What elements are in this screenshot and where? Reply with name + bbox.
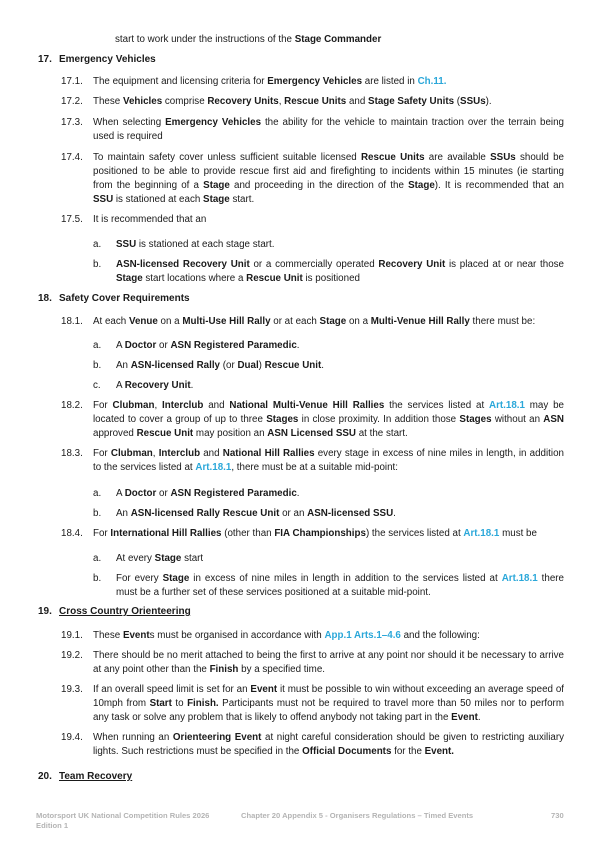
- section-20-title: Team Recovery: [59, 771, 133, 782]
- item-18-4-b-letter: b.: [93, 573, 102, 584]
- item-18-1-c-text: A Recovery Unit.: [116, 380, 194, 391]
- clause-19-1-text: These Events must be organised in accordance with App.1 Arts.1–4.6 and the following:: [93, 630, 480, 641]
- clause-18-2-line-2: located to cover a group of up to three Stages in close proximity. In addition those Stages without an ASN: [93, 414, 564, 425]
- item-17-5-b-line-1: ASN-licensed Recovery Unit or a commercially operated Recovery Unit is placed at or near those: [116, 259, 564, 270]
- cross-reference-link[interactable]: App.1 Arts.1–4.6: [324, 630, 401, 641]
- item-17-5-a-letter: a.: [93, 239, 102, 250]
- section-20-number: 20.: [38, 771, 52, 782]
- item-18-3-a-letter: a.: [93, 488, 102, 499]
- clause-19-4-line-1: When running an Orienteering Event at night careful consideration should be given to restricting auxiliary: [93, 732, 565, 743]
- item-18-1-c-letter: c.: [93, 380, 101, 391]
- clause-18-4-number: 18.4.: [61, 528, 83, 539]
- clause-18-1-number: 18.1.: [61, 316, 83, 327]
- item-18-4-b-line-2: must be a further set of these services positioned at a suitable mid-point.: [116, 587, 431, 598]
- clause-17-3-line-2: used is required: [93, 131, 163, 142]
- clause-19-2-line-2: at any point other than the Finish by a specified time.: [93, 664, 326, 675]
- footer-edition: Edition 1: [36, 821, 69, 830]
- cross-reference-link[interactable]: Art.18.1: [195, 462, 232, 473]
- clause-19-2-number: 19.2.: [61, 650, 83, 661]
- item-18-3-b-text: An ASN-licensed Rally Rescue Unit or an ASN-licensed SSU.: [116, 508, 396, 519]
- clause-19-4-number: 19.4.: [61, 732, 83, 743]
- clause-19-3-line-1: If an overall speed limit is set for an Event it must be possible to win without exceeding an average speed of: [93, 684, 564, 695]
- item-17-5-b-line-2: Stage start locations where a Rescue Unit is positioned: [116, 273, 360, 284]
- clause-19-1-number: 19.1.: [61, 630, 83, 641]
- section-17-title: Emergency Vehicles: [59, 54, 156, 65]
- clause-17-3-line-1: When selecting Emergency Vehicles the ability for the vehicle to maintain traction over the terrain being: [93, 117, 564, 128]
- clause-18-2-line-3: approved Rescue Unit may position an ASN Licensed SSU at the start.: [93, 428, 408, 439]
- clause-17-4-line-2: positioned to be able to provide rescue first aid and firefighting to incidents within 15 minutes (ie starting: [93, 166, 564, 177]
- clause-17-4-line-3: from the beginning of a Stage and proceeding in the direction of the Stage). It is recommended that an: [93, 180, 564, 191]
- clause-18-4-text: For International Hill Rallies (other than FIA Championships) the services listed at Art.18.1 must be: [93, 528, 537, 539]
- item-18-1-b-text: An ASN-licensed Rally (or Dual) Rescue Unit.: [116, 360, 325, 371]
- item-17-5-b-letter: b.: [93, 259, 102, 270]
- clause-18-2-line-1: For Clubman, Interclub and National Multi-Venue Hill Rallies the services listed at Art.18.1 may be: [93, 400, 565, 411]
- item-18-1-b-letter: b.: [93, 360, 102, 371]
- clause-17-4-line-4: SSU is stationed at each Stage start.: [93, 194, 255, 205]
- clause-19-3-line-3: any task or solve any problem that is likely to offend anybody not taking part in the Event.: [93, 712, 481, 723]
- cross-reference-link[interactable]: Art.18.1: [463, 528, 500, 539]
- item-18-3-a-text: A Doctor or ASN Registered Paramedic.: [116, 488, 300, 499]
- clause-18-3-line-2: to the services listed at Art.18.1, there must be at a suitable mid-point:: [93, 462, 398, 473]
- continuation-line: start to work under the instructions of the Stage Commander: [115, 34, 382, 45]
- clause-17-1-text: The equipment and licensing criteria for Emergency Vehicles are listed in Ch.11.: [93, 76, 447, 87]
- item-18-4-a-text: At every Stage start: [116, 553, 204, 564]
- clause-18-3-number: 18.3.: [61, 448, 83, 459]
- footer-page-number: 730: [551, 811, 564, 820]
- clause-17-2-number: 17.2.: [61, 96, 83, 107]
- section-18-title: Safety Cover Requirements: [59, 293, 190, 304]
- item-18-3-b-letter: b.: [93, 508, 102, 519]
- clause-19-3-line-2: 10mph from Start to Finish. Participants must not be required to travel more than 50 miles nor to perform: [93, 698, 564, 709]
- clause-19-4-line-2: lights. Such restrictions must be specified in the Official Documents for the Event.: [93, 746, 455, 757]
- section-19-number: 19.: [38, 606, 52, 617]
- clause-17-5-text: It is recommended that an: [93, 214, 207, 225]
- clause-17-4-number: 17.4.: [61, 152, 83, 163]
- clause-19-2-line-1: There should be no merit attached to being the first to arrive at any point nor should it be necessary to arrive: [93, 650, 564, 661]
- clause-19-3-number: 19.3.: [61, 684, 83, 695]
- clause-17-4-line-1: To maintain safety cover unless sufficient suitable licensed Rescue Units are available SSUs should be: [93, 152, 564, 163]
- section-19-title: Cross Country Orienteering: [59, 606, 191, 617]
- section-18-number: 18.: [38, 293, 52, 304]
- item-18-1-a-text: A Doctor or ASN Registered Paramedic.: [116, 340, 300, 351]
- clause-18-1-text: At each Venue on a Multi-Use Hill Rally or at each Stage on a Multi-Venue Hill Rally there must be:: [93, 316, 536, 327]
- item-18-4-b-line-1: For every Stage in excess of nine miles in length in addition to the services listed at Art.18.1 there: [116, 573, 564, 584]
- section-17-number: 17.: [38, 54, 52, 65]
- clause-17-1-number: 17.1.: [61, 76, 83, 87]
- clause-17-5-number: 17.5.: [61, 214, 83, 225]
- cross-reference-link[interactable]: Ch.11: [417, 76, 444, 87]
- cross-reference-link[interactable]: Art.18.1: [489, 400, 525, 411]
- item-17-5-a-text: SSU is stationed at each stage start.: [116, 239, 275, 250]
- clause-17-2-text: These Vehicles comprise Recovery Units, Rescue Units and Stage Safety Units (SSUs).: [93, 96, 492, 107]
- cross-reference-link[interactable]: Art.18.1: [501, 573, 538, 584]
- clause-17-3-number: 17.3.: [61, 117, 83, 128]
- item-18-4-a-letter: a.: [93, 553, 102, 564]
- clause-18-2-number: 18.2.: [61, 400, 83, 411]
- footer-chapter-title: Chapter 20 Appendix 5 - Organisers Regulations – Timed Events: [241, 811, 474, 820]
- item-18-1-a-letter: a.: [93, 340, 102, 351]
- footer-rules-title: Motorsport UK National Competition Rules 2026: [36, 811, 210, 820]
- clause-18-3-line-1: For Clubman, Interclub and National Hill Rallies every stage in excess of nine miles in length, in addition: [93, 448, 564, 459]
